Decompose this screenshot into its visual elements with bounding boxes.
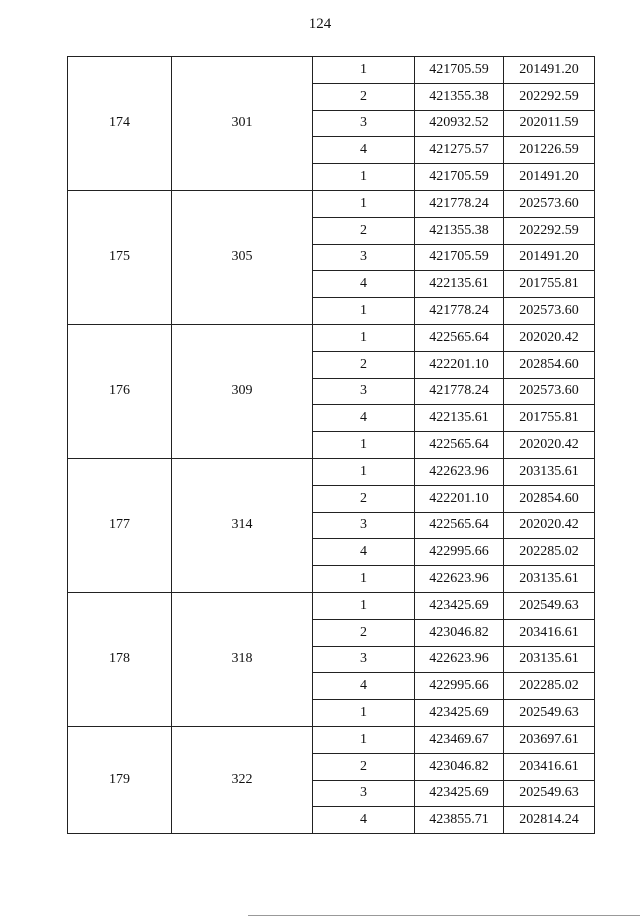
coordinate-x-cell: 423425.69	[415, 592, 504, 619]
coordinate-x-cell: 422995.66	[415, 539, 504, 566]
coordinate-y-cell: 201491.20	[504, 244, 595, 271]
coordinate-x-cell: 422623.96	[415, 566, 504, 593]
coordinate-x-cell: 421355.38	[415, 83, 504, 110]
coordinate-x-cell: 423046.82	[415, 619, 504, 646]
coordinate-x-cell: 423469.67	[415, 726, 504, 753]
section-number-cell: 309	[172, 324, 313, 458]
coordinate-x-cell: 422135.61	[415, 271, 504, 298]
coordinate-y-cell: 202854.60	[504, 351, 595, 378]
coordinate-y-cell: 201755.81	[504, 405, 595, 432]
point-number-cell: 2	[313, 753, 415, 780]
coordinate-x-cell: 422135.61	[415, 405, 504, 432]
point-number-cell: 1	[313, 592, 415, 619]
coordinate-y-cell: 203135.61	[504, 646, 595, 673]
coordinate-y-cell: 202285.02	[504, 673, 595, 700]
point-number-cell: 4	[313, 673, 415, 700]
table-row	[68, 458, 595, 485]
coordinate-y-cell: 202292.59	[504, 217, 595, 244]
coordinate-y-cell: 202573.60	[504, 190, 595, 217]
point-number-cell: 2	[313, 217, 415, 244]
section-number-cell: 322	[172, 726, 313, 833]
point-number-cell: 3	[313, 244, 415, 271]
coordinate-y-cell: 203416.61	[504, 619, 595, 646]
table-row	[68, 592, 595, 619]
coordinate-y-cell: 202854.60	[504, 485, 595, 512]
coordinate-y-cell: 202549.63	[504, 592, 595, 619]
table-row	[68, 190, 595, 217]
point-number-cell: 1	[313, 700, 415, 727]
coordinate-y-cell: 202573.60	[504, 378, 595, 405]
coordinate-x-cell: 422565.64	[415, 324, 504, 351]
coordinate-y-cell: 201491.20	[504, 164, 595, 191]
point-number-cell: 1	[313, 566, 415, 593]
coordinate-y-cell: 202573.60	[504, 298, 595, 325]
point-number-cell: 1	[313, 164, 415, 191]
coordinate-y-cell: 202285.02	[504, 539, 595, 566]
point-number-cell: 3	[313, 110, 415, 137]
point-number-cell: 4	[313, 137, 415, 164]
coordinate-y-cell: 201491.20	[504, 57, 595, 84]
parcel-number-cell: 178	[68, 592, 172, 726]
coordinate-x-cell: 421778.24	[415, 298, 504, 325]
coordinate-x-cell: 422565.64	[415, 432, 504, 459]
coordinate-x-cell: 421705.59	[415, 164, 504, 191]
coordinate-x-cell: 422623.96	[415, 458, 504, 485]
table-row	[68, 726, 595, 753]
coordinate-x-cell: 421778.24	[415, 190, 504, 217]
coordinate-x-cell: 421778.24	[415, 378, 504, 405]
coordinate-x-cell: 421275.57	[415, 137, 504, 164]
parcel-number-cell: 176	[68, 324, 172, 458]
coordinate-y-cell: 202020.42	[504, 324, 595, 351]
section-number-cell: 305	[172, 190, 313, 324]
coordinate-x-cell: 423425.69	[415, 780, 504, 807]
coordinate-x-cell: 422995.66	[415, 673, 504, 700]
point-number-cell: 1	[313, 190, 415, 217]
coordinate-x-cell: 422201.10	[415, 351, 504, 378]
section-number-cell: 314	[172, 458, 313, 592]
point-number-cell: 3	[313, 378, 415, 405]
point-number-cell: 1	[313, 432, 415, 459]
point-number-cell: 3	[313, 646, 415, 673]
point-number-cell: 4	[313, 271, 415, 298]
coordinate-y-cell: 202549.63	[504, 700, 595, 727]
coordinate-x-cell: 421705.59	[415, 244, 504, 271]
point-number-cell: 4	[313, 807, 415, 834]
coordinate-y-cell: 202549.63	[504, 780, 595, 807]
coordinate-x-cell: 421355.38	[415, 217, 504, 244]
point-number-cell: 3	[313, 512, 415, 539]
coordinate-x-cell: 420932.52	[415, 110, 504, 137]
coordinates-table	[67, 56, 595, 834]
section-number-cell: 301	[172, 57, 313, 191]
coordinate-y-cell: 203416.61	[504, 753, 595, 780]
coordinate-y-cell: 202020.42	[504, 512, 595, 539]
point-number-cell: 1	[313, 324, 415, 351]
point-number-cell: 4	[313, 405, 415, 432]
coordinate-y-cell: 203135.61	[504, 566, 595, 593]
parcel-number-cell: 179	[68, 726, 172, 833]
point-number-cell: 2	[313, 351, 415, 378]
point-number-cell: 1	[313, 57, 415, 84]
table-row	[68, 57, 595, 84]
section-number-cell: 318	[172, 592, 313, 726]
coordinate-x-cell: 422565.64	[415, 512, 504, 539]
coordinate-y-cell: 202814.24	[504, 807, 595, 834]
coordinate-x-cell: 423425.69	[415, 700, 504, 727]
parcel-number-cell: 177	[68, 458, 172, 592]
coordinate-x-cell: 422201.10	[415, 485, 504, 512]
coordinate-x-cell: 422623.96	[415, 646, 504, 673]
table-row	[68, 324, 595, 351]
bottom-rule	[248, 915, 640, 916]
coordinate-y-cell: 202020.42	[504, 432, 595, 459]
parcel-number-cell: 174	[68, 57, 172, 191]
point-number-cell: 3	[313, 780, 415, 807]
point-number-cell: 1	[313, 298, 415, 325]
coordinate-x-cell: 423855.71	[415, 807, 504, 834]
coordinate-y-cell: 201226.59	[504, 137, 595, 164]
point-number-cell: 2	[313, 83, 415, 110]
coordinate-y-cell: 202292.59	[504, 83, 595, 110]
coordinate-x-cell: 421705.59	[415, 57, 504, 84]
coordinates-table-body	[68, 57, 595, 834]
parcel-number-cell: 175	[68, 190, 172, 324]
page-number: 124	[308, 16, 332, 32]
point-number-cell: 2	[313, 619, 415, 646]
coordinate-y-cell: 203135.61	[504, 458, 595, 485]
point-number-cell: 2	[313, 485, 415, 512]
coordinate-y-cell: 202011.59	[504, 110, 595, 137]
coordinate-y-cell: 203697.61	[504, 726, 595, 753]
coordinate-x-cell: 423046.82	[415, 753, 504, 780]
point-number-cell: 1	[313, 726, 415, 753]
point-number-cell: 1	[313, 458, 415, 485]
coordinate-y-cell: 201755.81	[504, 271, 595, 298]
point-number-cell: 4	[313, 539, 415, 566]
